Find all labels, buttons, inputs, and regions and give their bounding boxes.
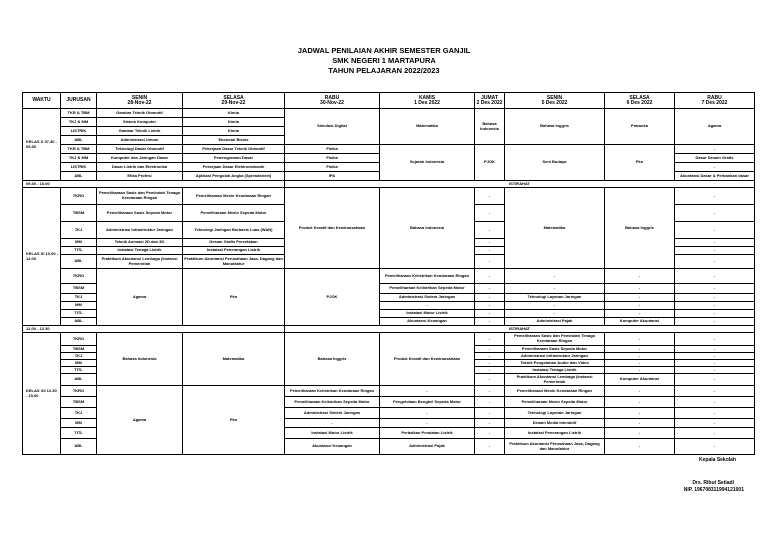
subject-cell: Administrasi Sistem Jaringan [285,408,380,419]
subject-cell: Perbaikan Peralatan Listrik [380,428,475,439]
subject-cell: - [605,302,675,310]
major-cell: TKR & TBM [61,145,97,154]
subject-cell: Seni Budaya [505,145,605,181]
subject-cell: - [675,397,755,408]
subject-cell: Instalasi Motor Listrik [285,428,380,439]
time-cell: KELAS X 07.30 - 09.30 [23,109,61,181]
major-cell: TBSM [61,205,97,222]
subject-cell: - [505,284,605,294]
subject-cell: Teknologi Jaringan Berbasis Luas (WAN) [183,222,285,239]
subject-cell: - [675,408,755,419]
subject-cell: IPA [285,172,380,181]
subject-cell: Agama [97,269,183,326]
subject-cell: Administrasi Sistem Jaringan [380,294,475,302]
break-time: 09.30 - 10.00 [23,181,285,188]
subject-cell: Pemeliharaan Sasis Sepeda Motor [97,205,183,222]
subject-cell: - [675,269,755,284]
break-label: ISTIRAHAT [285,181,755,188]
subject-cell: - [475,367,505,374]
col-day: SENIN 5 Des 2022 [505,93,605,109]
major-cell: ABL [61,136,97,145]
subject-cell: Ekonomi Bisnis [183,136,285,145]
subject-cell: Bahasa Inggris [505,109,605,145]
subject-cell: - [675,419,755,428]
major-cell: TKRO [61,188,97,205]
subject-cell: Gambar Teknik Listrik [97,127,183,136]
subject-cell: Administrasi Pajak [505,318,605,326]
subject-cell: - [475,386,505,397]
subject-cell: PJOK [285,269,380,326]
subject-cell: - [675,302,755,310]
subject-cell: - [380,419,475,428]
subject-cell: - [675,205,755,222]
subject-cell: Produk Kreatif dan Kewirausahaan [285,188,380,269]
col-day: RABU 7 Des 2022 [675,93,755,109]
major-cell: MM [61,239,97,247]
table-row [23,333,755,346]
subject-cell: Pemeliharaan Sasis Sepeda Motor [505,346,605,353]
col-day: SELASA 29-Nov-22 [183,93,285,109]
signature-name: Drs. Ribut Setiadi [692,480,734,486]
subject-cell: Desain Grafis Percetakan [183,239,285,247]
subject-cell: Instalasi Penerangan Listrik [505,428,605,439]
subject-cell: - [675,247,755,255]
subject-cell: Administrasi Infrastruktur Jaringan [97,222,183,239]
subject-cell: Teknologi Dasar Otomotif [97,145,183,154]
major-cell: TKR & TBM [61,109,97,118]
subject-cell: - [675,188,755,205]
subject-cell: - [675,439,755,455]
subject-cell: - [605,360,675,367]
subject-cell: Pemeliharaan Kelistrikan Kendaraan Ringan [285,386,380,397]
subject-cell: Bahasa Inggris [605,188,675,269]
subject-cell: Praktikum Akuntansi Lembaga (Instansi Pemerintah [505,374,605,386]
subject-cell: Matematika [505,188,605,269]
subject-cell: Instalasi Tenaga Listrik [97,247,183,255]
subject-cell: Agama [675,109,755,145]
subject-cell: Etika Profesi [97,172,183,181]
subject-cell: - [380,408,475,419]
subject-cell: Fisika [285,154,380,163]
subject-cell: - [475,269,505,284]
subject-cell: - [675,145,755,154]
subject-cell: Pkn [183,386,285,455]
subject-cell: - [675,239,755,247]
subject-cell: - [675,374,755,386]
major-cell: ABL [61,172,97,181]
subject-cell: Komputer Akuntansi [605,318,675,326]
subject-cell: Kimia [183,118,285,127]
subject-cell: - [605,397,675,408]
break-time: 12.00 - 12.30 [23,326,285,333]
subject-cell: - [475,374,505,386]
major-cell: TKJ & MM [61,118,97,127]
subject-cell: Pkn [183,269,285,326]
subject-cell: - [675,163,755,172]
col-day: RABU 30-Nov-22 [285,93,380,109]
subject-cell: Pemeliharaan Kelistrikan Sepeda Motor [285,397,380,408]
subject-cell: - [475,397,505,408]
subject-cell: - [675,255,755,269]
subject-cell: - [605,408,675,419]
subject-cell: - [505,269,605,284]
subject-cell: Praktikum Akuntansi Perusahaan Jasa, Dagang dan Manufaktur [183,255,285,269]
subject-cell: - [475,428,505,439]
subject-cell: - [475,294,505,302]
subject-cell: Pemeliharaan Kelistrikan Kendaraan Ringan [380,269,475,284]
doc-title: JADWAL PENILAIAN AKHIR SEMESTER GANJIL [297,46,471,55]
signature-nip: NIP. 196708311994121001 [683,487,744,493]
major-cell: ABL [61,255,97,269]
subject-cell: - [475,255,505,269]
subject-cell: - [475,239,505,247]
subject-cell: Bahasa Indonesia [475,109,505,145]
subject-cell: - [675,318,755,326]
subject-cell: Bahasa Indonesia [97,333,183,386]
break-row [23,326,755,333]
major-cell: TBSM [61,346,97,353]
break-row [23,181,755,188]
subject-cell: Dasar Desain Grafis [675,154,755,163]
schedule-table [22,92,755,455]
subject-cell: - [675,284,755,294]
subject-cell: - [475,222,505,239]
subject-cell: - [475,284,505,294]
col-day: JUMAT 2 Des 2022 [475,93,505,109]
subject-cell: - [475,346,505,353]
subject-cell: Komputer Akuntansi [605,374,675,386]
subject-cell: Fisika [285,163,380,172]
subject-cell: Pekerjaan Dasar Teknik Otomotif [183,145,285,154]
subject-cell: Instalasi Tenaga Listrik [505,367,605,374]
school-name: SMK NEGERI 1 MARTAPURA [332,56,436,65]
subject-cell: Teknik Pengolahan Audio dan Video [505,360,605,367]
subject-cell: Fisika [285,145,380,154]
major-cell: ABL [61,374,97,386]
subject-cell: Akuntansi Keuangan [380,318,475,326]
subject-cell: Bahasa Inggris [285,333,380,386]
subject-cell: Komputer dan Jaringan Dasar [97,154,183,163]
major-cell: TKJ [61,222,97,239]
table-row [23,188,755,205]
academic-year: TAHUN PELAJARAN 2022/2023 [328,66,440,75]
major-cell: LISTRIK [61,163,97,172]
subject-cell: - [475,247,505,255]
col-waktu: WAKTU [23,93,61,109]
subject-cell: PJOK [475,145,505,181]
major-cell: TBSM [61,397,97,408]
subject-cell: Pkn [605,145,675,181]
subject-cell: - [605,386,675,397]
subject-cell: Sejarah Indonesia [380,145,475,181]
subject-cell: Pemeliharaan Mesin Sepeda Motor [505,397,605,408]
subject-cell: - [475,353,505,360]
subject-cell: Kimia [183,127,285,136]
major-cell: MM [61,360,97,367]
break-label: ISTIRAHAT [285,326,755,333]
subject-cell: Pemeliharaan Mesin Kendaraan Ringan [183,188,285,205]
subject-cell: - [675,294,755,302]
signature-title: Kepala Sekolah [699,457,736,463]
subject-cell: Matematika [380,109,475,145]
time-cell: KELAS XI 10.00 - 12.00 [23,188,61,326]
subject-cell: - [285,419,380,428]
subject-cell: - [675,386,755,397]
col-day: KAMIS 1 Des 2022 [380,93,475,109]
subject-cell: - [475,205,505,222]
subject-cell: - [505,310,605,318]
subject-cell: Dasar Listrik dan Elektronika [97,163,183,172]
subject-cell: - [475,333,505,346]
subject-cell: Sistem Komputer [97,118,183,127]
subject-cell: - [675,222,755,239]
major-cell: MM [61,302,97,310]
table-row [23,109,755,118]
major-cell: TKJ [61,408,97,419]
subject-cell: Bahasa Indonesia [380,188,475,269]
major-cell: LISTRIK [61,127,97,136]
major-cell: TITL [61,247,97,255]
subject-cell: - [605,353,675,360]
major-cell: TITL [61,310,97,318]
subject-cell: Instalasi Motor Listrik [380,310,475,318]
major-cell: ABL [61,318,97,326]
subject-cell: Simulasi Digital [285,109,380,145]
subject-cell: - [380,386,475,397]
header-row [23,93,755,109]
subject-cell: Pekerjaan Dasar Elektromekanik [183,163,285,172]
subject-cell: Pemeliharaan Mesin Kendaraan Ringan [505,386,605,397]
subject-cell: Teknologi Layanan Jaringan [505,294,605,302]
col-day: SENIN 28-Nov-22 [97,93,183,109]
subject-cell: - [605,346,675,353]
subject-cell: - [605,294,675,302]
subject-cell: - [675,428,755,439]
subject-cell: Agama [97,386,183,455]
subject-cell: - [475,318,505,326]
subject-cell: Praktikum Akuntansi Lembaga (Instansi Pemerintah [97,255,183,269]
subject-cell: - [675,360,755,367]
subject-cell: - [475,188,505,205]
subject-cell: Kimia [183,109,285,118]
subject-cell: - [605,269,675,284]
subject-cell: - [605,428,675,439]
subject-cell: Pengelolaan Bengkel Sepeda Motor [380,397,475,408]
table-row [23,386,755,397]
subject-cell: - [675,353,755,360]
subject-cell: - [475,439,505,455]
major-cell: MM [61,419,97,428]
subject-cell: Produk Kreatif dan Kewirausahaan [380,333,475,386]
subject-cell: Pemeliharaan Kelistrikan Sepeda Motor [380,284,475,294]
major-cell: TKJ [61,294,97,302]
subject-cell: Akuntansi Keuangan [285,439,380,455]
major-cell: ABL [61,439,97,455]
subject-cell: Pramuka [605,109,675,145]
subject-cell: Administrasi Infrastruktur Jaringan [505,353,605,360]
subject-cell: - [605,333,675,346]
major-cell: TITL [61,367,97,374]
major-cell: TKJ [61,353,97,360]
subject-cell: - [605,439,675,455]
subject-cell: Akuntansi Dasar & Perbankan dasar [675,172,755,181]
subject-cell: Teknik Animasi 2D dan 3D [97,239,183,247]
col-day: SELASA 6 Des 2022 [605,93,675,109]
subject-cell: Administrasi Pajak [380,439,475,455]
major-cell: TBSM [61,284,97,294]
subject-cell: Aplikasi Pengolah Angka (Spreadsheet) [183,172,285,181]
subject-cell: Praktikum Akuntansi Perusahaan Jasa, Dagang dan Manufaktur [505,439,605,455]
subject-cell: - [675,367,755,374]
subject-cell: - [505,302,605,310]
subject-cell: - [605,284,675,294]
subject-cell: Pemeliharaan Sasis dan Pemindah Tenaga Kendaraan Ringan [505,333,605,346]
major-cell: TKRO [61,333,97,346]
subject-cell: - [605,419,675,428]
subject-cell: Gambar Teknik Otomotif [97,109,183,118]
subject-cell: - [675,346,755,353]
subject-cell: Teknologi Layanan Jaringan [505,408,605,419]
major-cell: TKRO [61,386,97,397]
subject-cell: - [605,310,675,318]
subject-cell: - [475,408,505,419]
subject-cell: Desain Media Interaktif [505,419,605,428]
major-cell: TKJ & MM [61,154,97,163]
subject-cell: - [380,302,475,310]
subject-cell: - [475,310,505,318]
subject-cell: - [605,367,675,374]
table-row [23,145,755,154]
subject-cell: - [475,419,505,428]
time-cell: KELAS XII 12.30 - 15.00 [23,333,61,455]
subject-cell: Matematika [183,333,285,386]
major-cell: TITL [61,428,97,439]
subject-cell: - [475,360,505,367]
subject-cell: Pemeliharaan Mesin Sepeda Motor [183,205,285,222]
subject-cell: Pemeliharaan Sasis dan Pemindah Tenaga Kendaraan Ringan [97,188,183,205]
subject-cell: Administrasi Umum [97,136,183,145]
subject-cell: - [475,302,505,310]
table-row [23,269,755,284]
col-jurusan: JURUSAN [61,93,97,109]
subject-cell: - [675,333,755,346]
subject-cell: - [675,310,755,318]
subject-cell: Pemrograman Dasar [183,154,285,163]
subject-cell: Instalasi Penerangan Listrik [183,247,285,255]
major-cell: TKRO [61,269,97,284]
